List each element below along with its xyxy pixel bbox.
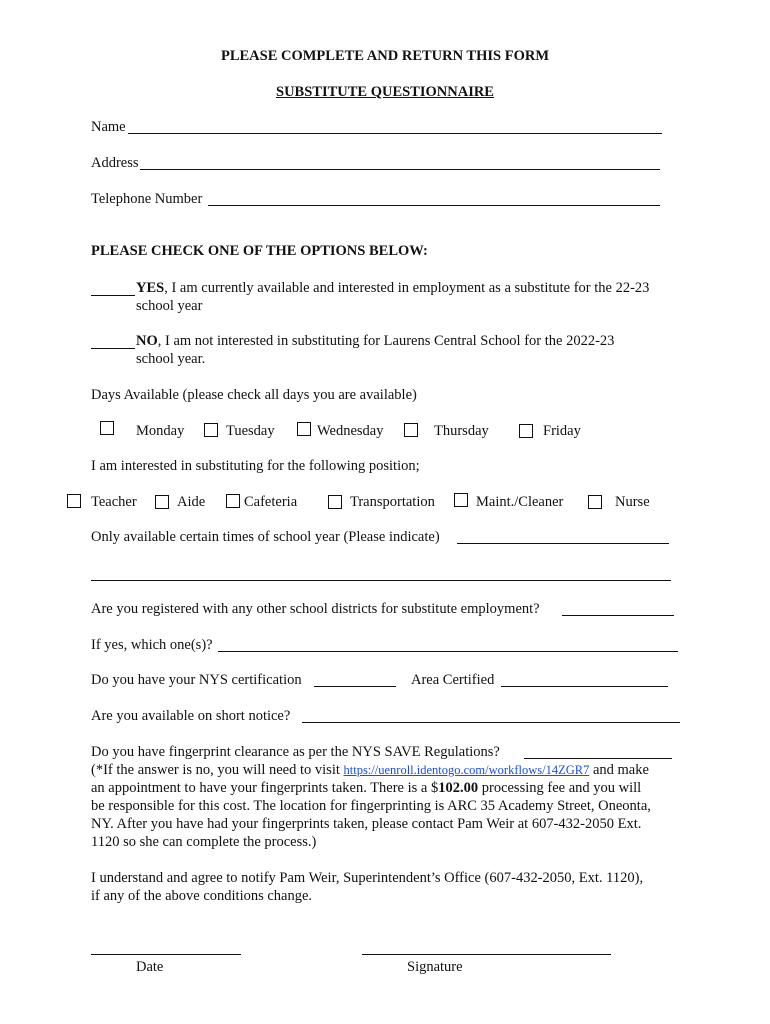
monday-label: Monday [136, 423, 185, 439]
tuesday-checkbox[interactable] [204, 423, 218, 437]
fingerprint-question: Do you have fingerprint clearance as per the NYS SAVE Regulations? [91, 744, 500, 760]
fingerprint-note-line1 [91, 762, 649, 779]
signature-label: Signature [407, 959, 463, 975]
which-districts-question: If yes, which one(s)? [91, 637, 213, 653]
name-label: Name [91, 119, 126, 135]
no-option-blank[interactable] [91, 348, 135, 349]
yes-option-text [136, 280, 649, 297]
teacher-label: Teacher [91, 494, 137, 510]
fingerprint-field[interactable] [524, 758, 672, 759]
no-option-text-line2: school year. [136, 351, 206, 367]
wednesday-label: Wednesday [317, 423, 384, 439]
registered-question: Are you registered with any other school districts for substitute employment? [91, 601, 540, 617]
wednesday-checkbox[interactable] [297, 422, 311, 436]
times-field-line2[interactable] [91, 580, 671, 581]
transportation-label: Transportation [350, 494, 435, 510]
name-field[interactable] [128, 133, 662, 134]
address-label: Address [91, 155, 139, 171]
friday-label: Friday [543, 423, 581, 439]
maint-cleaner-label: Maint./Cleaner [476, 494, 564, 510]
cafeteria-checkbox[interactable] [226, 494, 240, 508]
fingerprint-note-line3: be responsible for this cost. The location for fingerprinting is ARC 35 Academy Street, Oneonta, [91, 798, 651, 814]
address-field[interactable] [140, 169, 660, 170]
which-districts-field[interactable] [218, 651, 678, 652]
identogo-link[interactable]: https://uenroll.identogo.com/workflows/14ZGR7 [343, 763, 590, 777]
fee-amount: 102.00 [438, 780, 479, 796]
registered-field[interactable] [562, 615, 674, 616]
short-notice-field[interactable] [302, 722, 680, 723]
times-question: Only available certain times of school year (Please indicate) [91, 529, 440, 545]
area-certified-field[interactable] [501, 686, 668, 687]
no-option-description: , I am not interested in substituting for Laurens Central School for the 2022-23 [157, 333, 615, 349]
times-field[interactable] [457, 543, 669, 544]
thursday-label: Thursday [434, 423, 489, 439]
fingerprint-note-continued: and make [589, 762, 649, 778]
positions-label: I am interested in substituting for the following position; [91, 458, 420, 474]
no-keyword: NO [136, 333, 158, 349]
options-heading: PLEASE CHECK ONE OF THE OPTIONS BELOW: [91, 243, 428, 259]
date-field[interactable] [91, 954, 241, 955]
form-title: SUBSTITUTE QUESTIONNAIRE [276, 84, 494, 100]
yes-option-blank[interactable] [91, 295, 135, 296]
yes-keyword: YES [136, 280, 165, 296]
form-instruction: PLEASE COMPLETE AND RETURN THIS FORM [220, 48, 550, 64]
yes-option-text-line2: school year [136, 298, 203, 314]
fee-continued: processing fee and you will [478, 780, 642, 796]
aide-label: Aide [177, 494, 206, 510]
nys-certification-question: Do you have your NYS certification [91, 672, 302, 688]
fingerprint-note-line4: NY. After you have had your fingerprints taken, please contact Pam Weir at 607-432-2050 Ext. [91, 816, 642, 832]
telephone-field[interactable] [208, 205, 660, 206]
fingerprint-note-line5: 1120 so she can complete the process.) [91, 834, 317, 850]
no-option-text [136, 333, 614, 350]
friday-checkbox[interactable] [519, 424, 533, 438]
days-label: Days Available (please check all days you are available) [91, 387, 417, 403]
fee-intro: an appointment to have your fingerprints taken. There is a $ [91, 780, 439, 796]
nys-certification-field[interactable] [314, 686, 396, 687]
date-label: Date [136, 959, 164, 975]
nurse-checkbox[interactable] [588, 495, 602, 509]
agreement-line1: I understand and agree to notify Pam Weir, Superintendent’s Office (607-432-2050, Ext. 1120), [91, 870, 644, 886]
fingerprint-note-intro: (*If the answer is no, you will need to visit [91, 762, 344, 778]
transportation-checkbox[interactable] [328, 495, 342, 509]
agreement-line2: if any of the above conditions change. [91, 888, 313, 904]
maint-cleaner-checkbox[interactable] [454, 493, 468, 507]
aide-checkbox[interactable] [155, 495, 169, 509]
area-certified-label: Area Certified [411, 672, 495, 688]
signature-field[interactable] [362, 954, 611, 955]
cafeteria-label: Cafeteria [244, 494, 298, 510]
teacher-checkbox[interactable] [67, 494, 81, 508]
yes-option-description: , I am currently available and interested in employment as a substitute for the 22-23 [164, 280, 650, 296]
tuesday-label: Tuesday [226, 423, 275, 439]
short-notice-question: Are you available on short notice? [91, 708, 291, 724]
monday-checkbox[interactable] [100, 421, 114, 435]
thursday-checkbox[interactable] [404, 423, 418, 437]
fingerprint-note-line2 [91, 780, 641, 797]
nurse-label: Nurse [615, 494, 650, 510]
telephone-label: Telephone Number [91, 191, 203, 207]
